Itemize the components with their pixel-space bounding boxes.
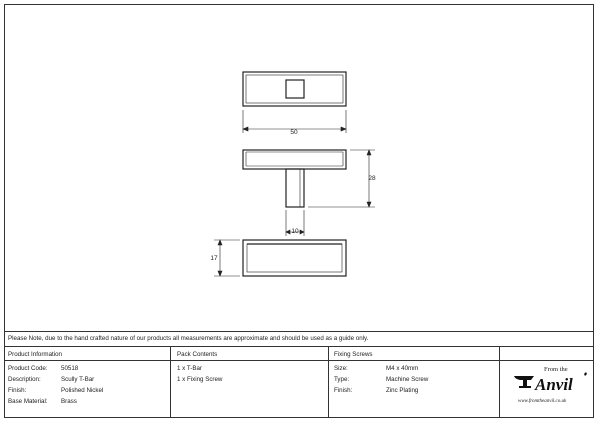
screw-size-label: Size: [334, 365, 348, 372]
side-view [243, 150, 346, 207]
pack-contents-heading: Pack Contents [177, 351, 218, 358]
finish-label: Finish: [8, 387, 27, 394]
finish-value: Polished Nickel [61, 387, 104, 394]
stem-label: 10 [291, 228, 299, 235]
product-code-label: Product Code: [8, 365, 48, 372]
base-view [243, 240, 346, 276]
screw-type-label: Type: [334, 376, 350, 383]
product-code-value: 50518 [61, 365, 79, 372]
screw-finish-label: Finish: [334, 387, 353, 394]
base-material-value: Brass [61, 398, 77, 405]
base-height-dimension [214, 240, 240, 276]
screw-finish-value: Zinc Plating [386, 387, 419, 394]
table-header-divider [4, 360, 594, 361]
column-divider-1 [170, 346, 171, 418]
description-value: Scully T-Bar [61, 376, 95, 383]
logo-from-the: From the [544, 366, 568, 373]
top-view [243, 72, 346, 106]
product-info-heading: Product Information [8, 351, 62, 358]
height-label: 28 [368, 175, 376, 182]
from-the-anvil-logo [508, 362, 590, 410]
logo-brand: Anvil [535, 375, 573, 394]
base-height-label: 17 [210, 255, 218, 262]
description-label: Description: [8, 376, 41, 383]
width-label: 50 [290, 129, 298, 136]
pack-item: 1 x Fixing Screw [177, 376, 223, 383]
column-divider-3 [499, 346, 500, 418]
fixing-screws-heading: Fixing Screws [334, 351, 373, 358]
screw-type-value: Machine Screw [386, 376, 429, 383]
table-top-divider [4, 346, 594, 347]
column-divider-2 [328, 346, 329, 418]
pack-item: 1 x T-Bar [177, 365, 202, 372]
height-dimension [308, 150, 375, 207]
note-divider [4, 331, 594, 332]
diamond-icon [584, 372, 587, 376]
base-material-label: Base Material: [8, 398, 48, 405]
disclaimer-note: Please Note, due to the hand crafted nature of our products all measurements are approximate and should be used as a guide only. [8, 335, 369, 342]
logo-url: www.fromtheanvil.co.uk [518, 399, 567, 404]
anvil-icon [514, 376, 534, 388]
screw-size-value: M4 x 40mm [386, 365, 419, 372]
